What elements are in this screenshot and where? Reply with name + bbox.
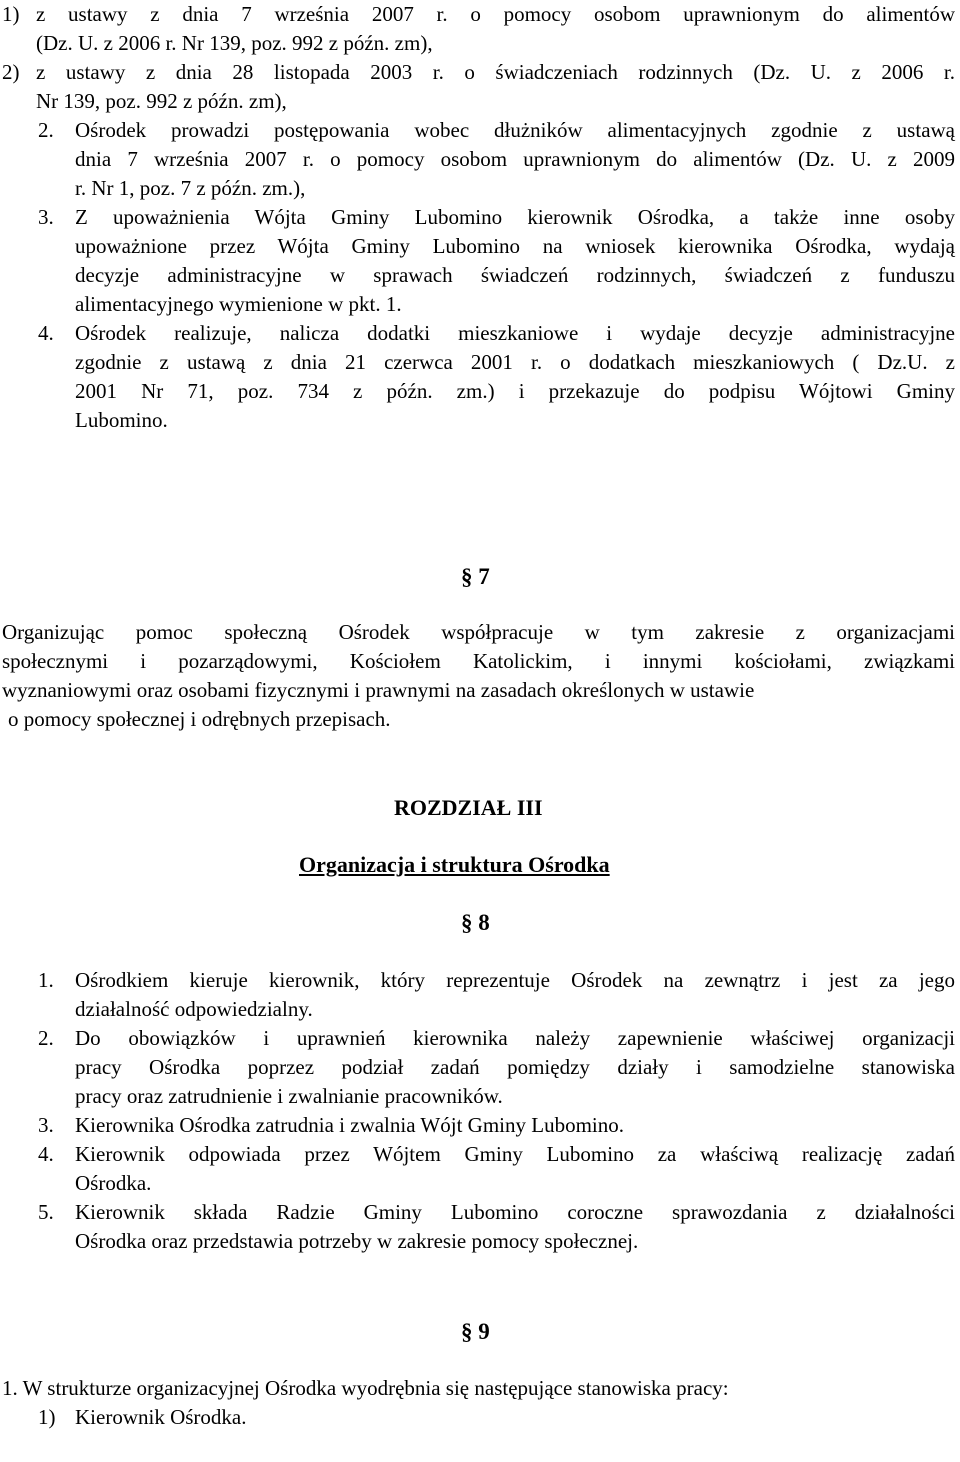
point-3-line-4: alimentacyjnego wymienione w pkt. 1. (75, 292, 402, 316)
point-3-line-3: decyzje administracyjne w sprawach świadczeń rodzinnych, świadczeń z funduszu (75, 263, 955, 287)
section-8-point-4-number: 4. (38, 1142, 54, 1166)
point-2-line-1: Ośrodek prowadzi postępowania wobec dłużników alimentacyjnych zgodnie z ustawą (75, 118, 955, 142)
point-2-line-2: dnia 7 września 2007 r. o pomocy osobom uprawnionym do alimentów (Dz. U. z 2009 (75, 147, 955, 171)
section-8-point-5-line-1: Kierownik składa Radzie Gminy Lubomino coroczne sprawozdania z działalności (75, 1200, 955, 1224)
point-3-line-2: upoważnione przez Wójta Gminy Lubomino na wniosek kierownika Ośrodka, wydają (75, 234, 955, 258)
section-9-item-1-number: 1) (38, 1405, 56, 1429)
list-item-2-line-2: Nr 139, poz. 992 z późn. zm), (36, 89, 287, 113)
point-4-line-1: Ośrodek realizuje, nalicza dodatki mieszkaniowe i wydaje decyzje administracyjne (75, 321, 955, 345)
point-4-line-2: zgodnie z ustawą z dnia 21 czerwca 2001 r. o dodatkach mieszkaniowych ( Dz.U. z (75, 350, 955, 374)
section-8-point-2-line-2: pracy Ośrodka poprzez podział zadań pomiędzy działy i samodzielne stanowiska (75, 1055, 955, 1079)
section-9-intro: 1. W strukturze organizacyjnej Ośrodka wyodrębnia się następujące stanowiska pracy: (2, 1376, 729, 1400)
list-item-1-line-2: (Dz. U. z 2006 r. Nr 139, poz. 992 z późn. zm), (36, 31, 433, 55)
section-7-line-4: o pomocy społecznej i odrębnych przepisach. (8, 707, 391, 731)
point-4-line-4: Lubomino. (75, 408, 168, 432)
list-marker-2: 2) (2, 60, 20, 84)
section-8-point-1-number: 1. (38, 968, 54, 992)
point-3-number: 3. (38, 205, 54, 229)
chapter-title: ROZDZIAŁ III (394, 795, 543, 820)
section-8-point-4-line-1: Kierownik odpowiada przez Wójtem Gminy Lubomino za właściwą realizację zadań (75, 1142, 955, 1166)
section-8-point-1-line-1: Ośrodkiem kieruje kierownik, który reprezentuje Ośrodek na zewnątrz i jest za jego (75, 968, 955, 992)
point-4-number: 4. (38, 321, 54, 345)
section-7-line-1: Organizując pomoc społeczną Ośrodek współpracuje w tym zakresie z organizacjami (2, 620, 955, 644)
section-8-point-4-line-2: Ośrodka. (75, 1171, 152, 1195)
point-4-line-3: 2001 Nr 71, poz. 734 z późn. zm.) i przekazuje do podpisu Wójtowi Gminy (75, 379, 955, 403)
section-8-heading: § 8 (461, 910, 490, 935)
section-7-line-3: wyznaniowymi oraz osobami fizycznymi i prawnymi na zasadach określonych w ustawie (2, 678, 755, 702)
section-8-point-2-line-3: pracy oraz zatrudnienie i zwalnianie pracowników. (75, 1084, 503, 1108)
list-item-1-line-1: z ustawy z dnia 7 września 2007 r. o pomocy osobom uprawnionym do alimentów (36, 2, 955, 26)
point-2-line-3: r. Nr 1, poz. 7 z późn. zm.), (75, 176, 306, 200)
point-3-line-1: Z upoważnienia Wójta Gminy Lubomino kierownik Ośrodka, a także inne osoby (75, 205, 955, 229)
section-8-point-1-line-2: działalność odpowiedzialny. (75, 997, 313, 1021)
section-8-point-3-number: 3. (38, 1113, 54, 1137)
section-8-point-5-line-2: Ośrodka oraz przedstawia potrzeby w zakresie pomocy społecznej. (75, 1229, 639, 1253)
list-marker-1: 1) (2, 2, 20, 26)
section-8-point-5-number: 5. (38, 1200, 54, 1224)
section-8-point-2-line-1: Do obowiązków i uprawnień kierownika należy zapewnienie właściwej organizacji (75, 1026, 955, 1050)
section-7-heading: § 7 (461, 564, 490, 589)
section-7-line-2: społecznymi i pozarządowymi, Kościołem Katolickim, i innymi kościołami, związkami (2, 649, 955, 673)
point-2-number: 2. (38, 118, 54, 142)
section-8-point-2-number: 2. (38, 1026, 54, 1050)
section-9-heading: § 9 (461, 1319, 490, 1344)
section-8-point-3-line-1: Kierownika Ośrodka zatrudnia i zwalnia Wójt Gminy Lubomino. (75, 1113, 624, 1137)
section-9-item-1-text: Kierownik Ośrodka. (75, 1405, 247, 1429)
list-item-2-line-1: z ustawy z dnia 28 listopada 2003 r. o świadczeniach rodzinnych (Dz. U. z 2006 r. (36, 60, 955, 84)
chapter-subtitle: Organizacja i struktura Ośrodka (299, 852, 610, 877)
